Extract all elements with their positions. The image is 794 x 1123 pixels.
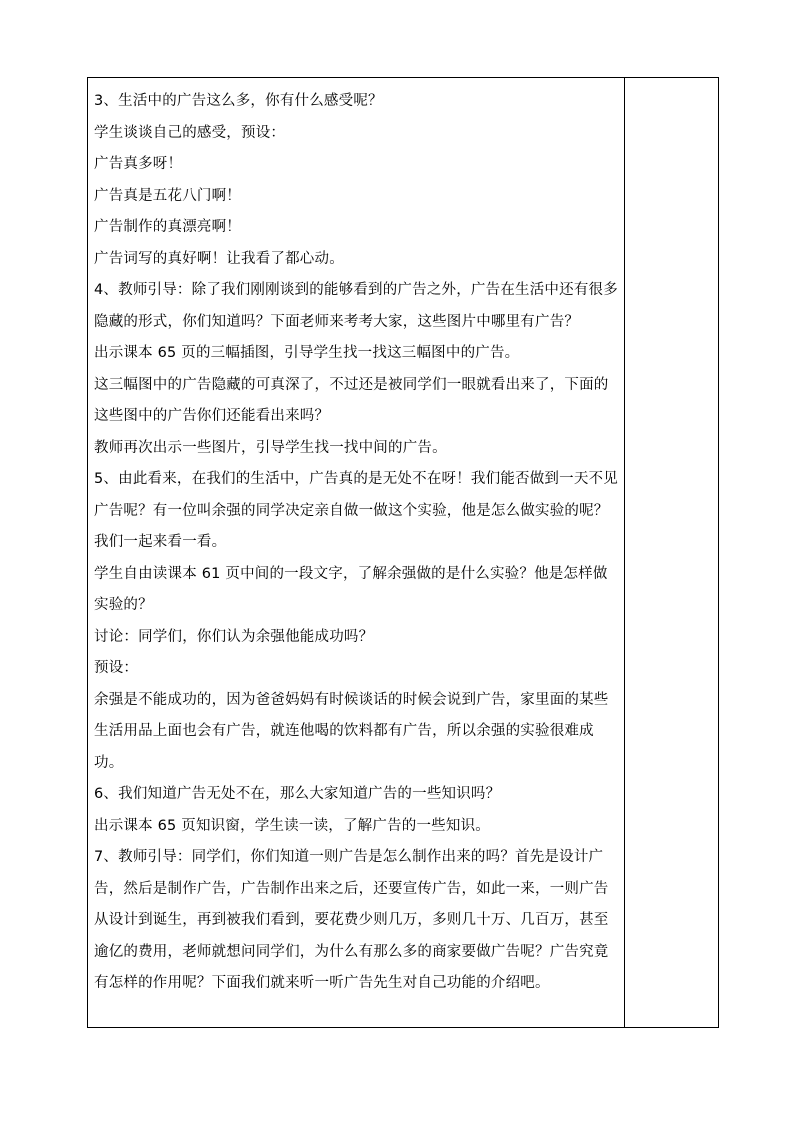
lesson-paragraph: 余强是不能成功的，因为爸爸妈妈有时候谈话的时候会说到广告，家里面的某些生活用品上面也会有广告，就连他喝的饮料都有广告，所以余强的实验很难成功。 xyxy=(94,691,609,771)
lesson-paragraph: 5、由此看来，在我们的生活中，广告真的是无处不在呀！我们能否做到一天不见广告呢？有一位叫余强的同学决定亲自做一做这个实验，他是怎么做实验的呢？我们一起来看一看。 xyxy=(94,471,618,550)
lesson-paragraph: 出示课本 65 页知识窗，学生读一读，了解广告的一些知识。 xyxy=(94,817,490,834)
lesson-paragraph: 预设： xyxy=(94,660,139,676)
lesson-paragraph: 广告制作的真漂亮啊！ xyxy=(94,219,241,235)
lesson-paragraph: 4、教师引导：除了我们刚刚谈到的能够看到的广告之外，广告在生活中还有很多隐藏的形式，你们知道吗？下面老师来考考大家，这些图片中哪里有广告？ xyxy=(94,282,618,330)
lesson-paragraph: 学生谈谈自己的感受，预设： xyxy=(94,124,286,141)
notes-cell xyxy=(625,78,718,1027)
lesson-paragraph: 教师再次出示一些图片，引导学生找一找中间的广告。 xyxy=(94,439,447,456)
lesson-table xyxy=(87,77,719,1028)
lesson-paragraph: 3、生活中的广告这么多，你有什么感受呢？ xyxy=(94,93,383,109)
lesson-paragraph: 广告真多呀！ xyxy=(94,156,183,172)
lesson-paragraph: 6、我们知道广告无处不在，那么大家知道广告的一些知识吗？ xyxy=(94,786,501,802)
lesson-paragraph: 学生自由读课本 61 页中间的一段文字，了解余强做的是什么实验？他是怎样做实验的？ xyxy=(94,565,608,613)
lesson-paragraph: 出示课本 65 页的三幅插图，引导学生找一找这三幅图中的广告。 xyxy=(94,345,520,361)
lesson-paragraph: 广告词写的真好啊！让我看了都心动。 xyxy=(94,250,344,267)
lesson-content-cell xyxy=(88,78,625,1027)
lesson-paragraph: 这三幅图中的广告隐藏的可真深了，不过还是被同学们一眼就看出来了，下面的这些图中的广告你们还能看出来吗？ xyxy=(94,376,609,424)
lesson-paragraph: 广告真是五花八门啊！ xyxy=(94,187,241,204)
lesson-paragraph: 讨论：同学们，你们认为余强他能成功吗？ xyxy=(94,628,374,645)
lesson-paragraph: 7、教师引导：同学们，你们知道一则广告是怎么制作出来的吗？首先是设计广告，然后是制作广告，广告制作出来之后，还要宣传广告，如此一来，一则广告从设计到诞生，再到被我们看到，要花费少则几万，多则几十万、几百万，甚至逾亿的费用，老师就想问同学们，为什么有那么多的商家要做广告呢？广告究竟有怎样的作用呢？下面我们就来听一听广告先生对自己功能的介绍吧。 xyxy=(94,849,609,991)
